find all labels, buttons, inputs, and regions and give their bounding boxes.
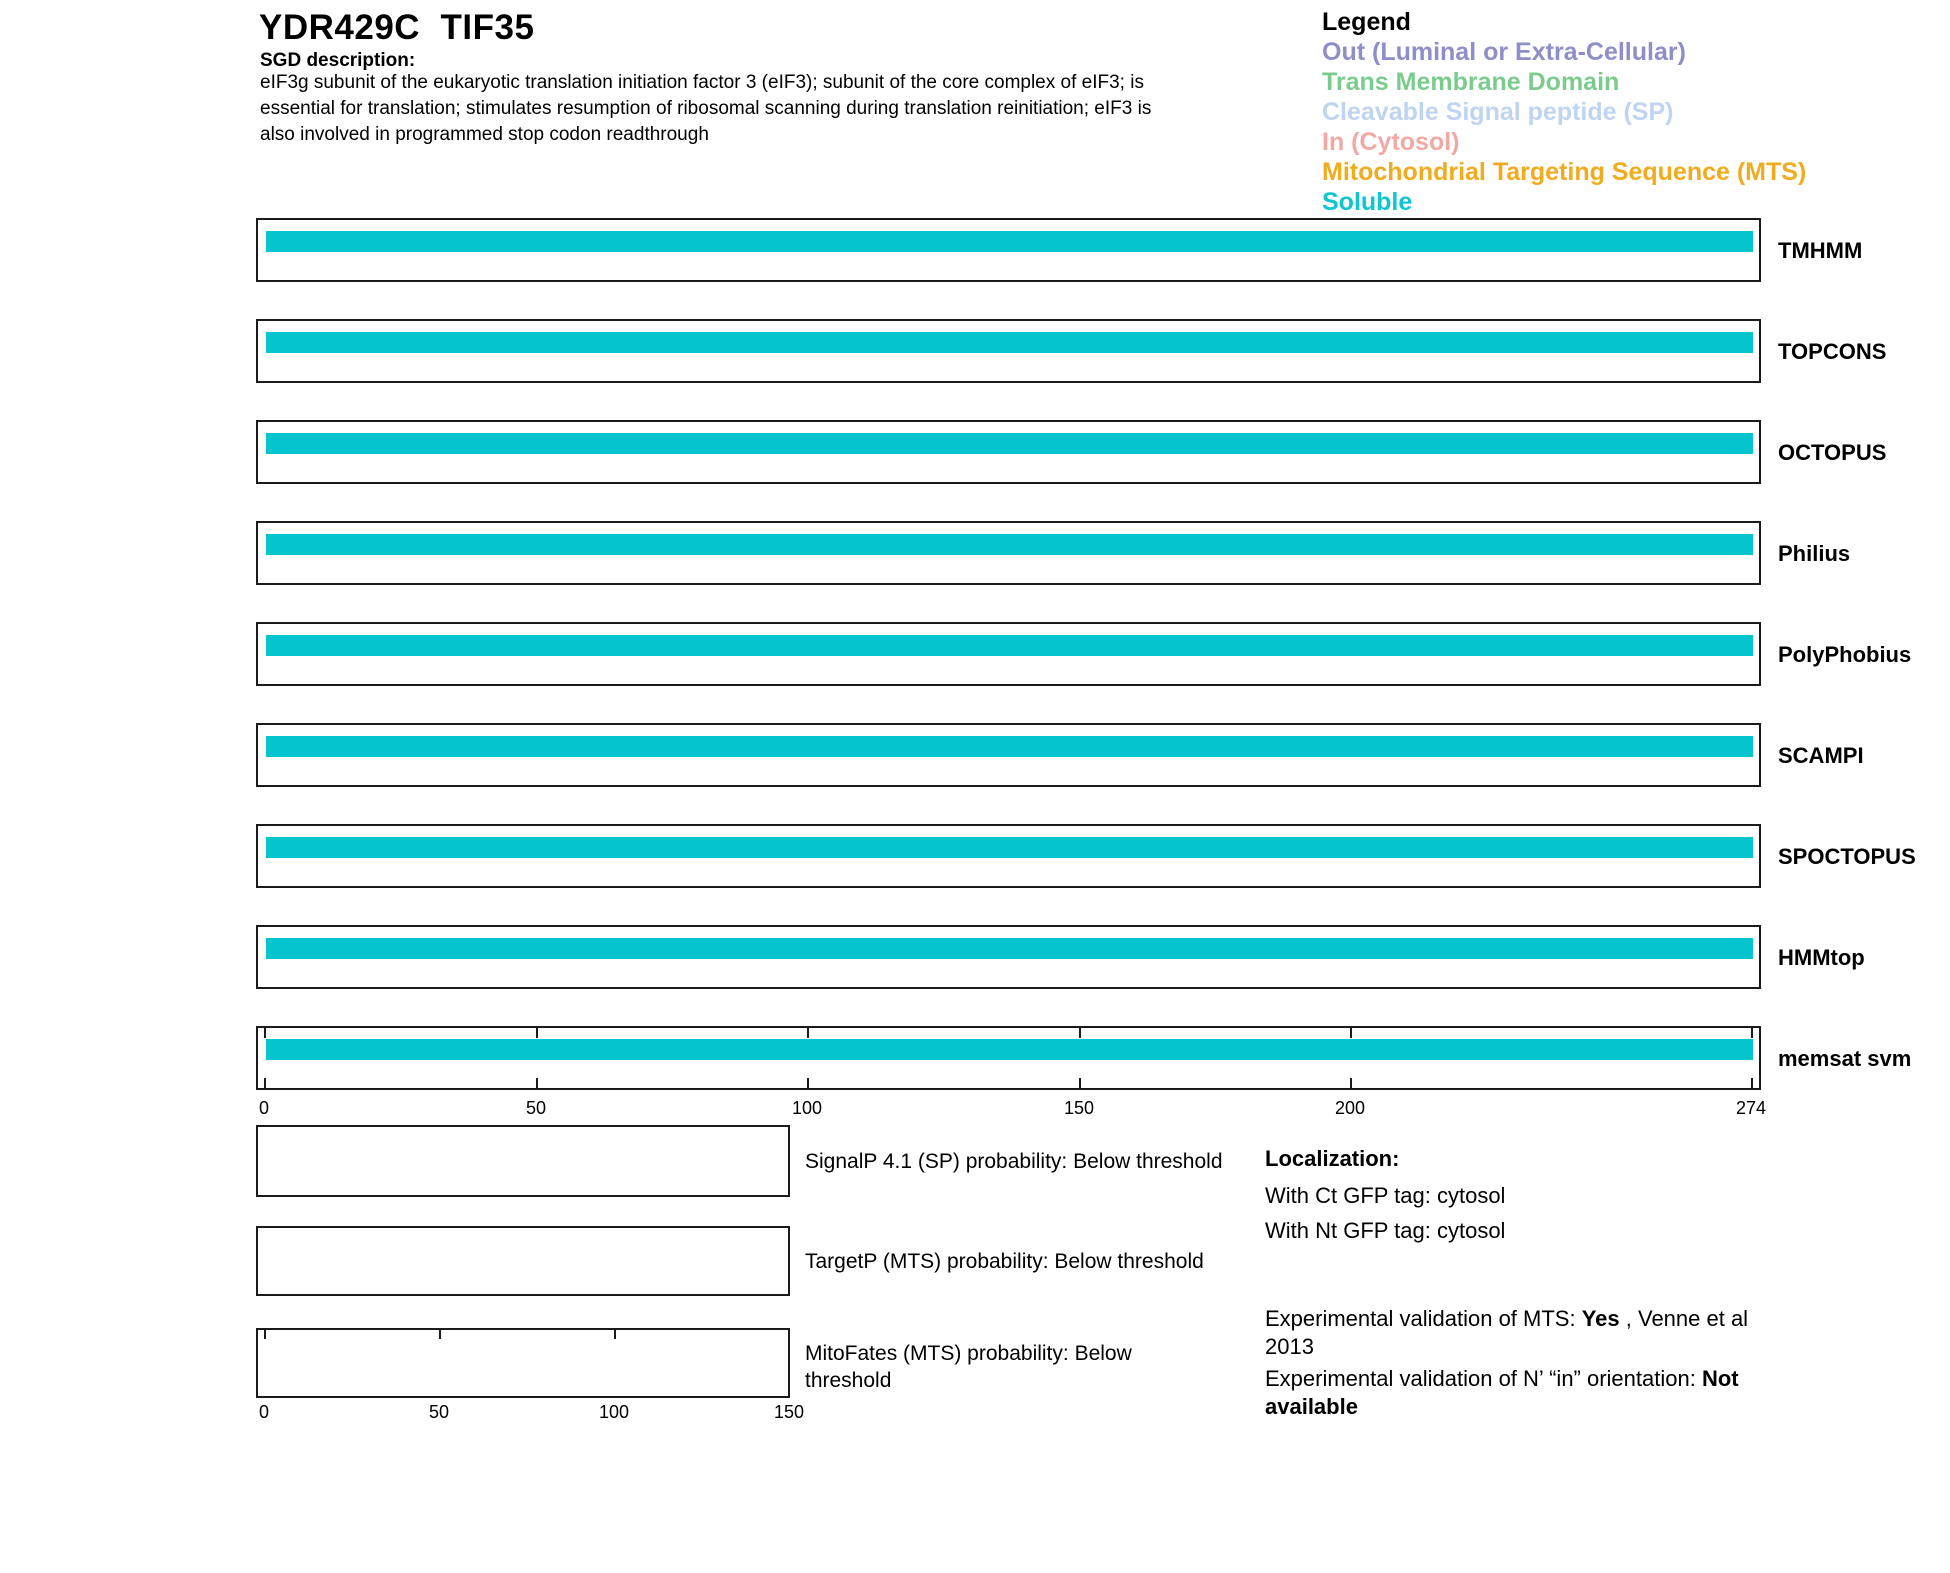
axis-tick	[1079, 1078, 1081, 1088]
axis-tick-label: 200	[1334, 1098, 1366, 1118]
axis-tick	[264, 1028, 266, 1038]
targetp-label: TargetP (MTS) probability: Below threshold	[805, 1250, 1204, 1273]
mts-validation-prefix: Experimental validation of MTS:	[1265, 1306, 1582, 1331]
mts-validation-line	[1265, 1305, 1785, 1361]
mts-validation-reference: , Venne et al 2013	[1265, 1306, 1749, 1359]
sgd-description-line: also involved in programmed stop codon readthrough	[260, 124, 709, 145]
soluble-prediction-bar	[266, 1039, 1753, 1060]
track-box-octopus	[256, 420, 1761, 484]
axis-tick	[536, 1078, 538, 1088]
legend-title: Legend	[1322, 8, 1411, 36]
mini-axis-tick-label: 0	[258, 1402, 270, 1422]
track-label-philius: Philius	[1778, 541, 1851, 566]
axis-tick	[1751, 1028, 1753, 1038]
soluble-prediction-bar	[266, 433, 1753, 454]
legend-entry-out: Out (Luminal or Extra-Cellular)	[1322, 38, 1686, 66]
axis-tick	[807, 1028, 809, 1038]
track-label-tmhmm: TMHMM	[1778, 238, 1863, 263]
axis-tick	[264, 1330, 266, 1339]
legend	[1322, 7, 1806, 217]
track-label-polyphobius: PolyPhobius	[1778, 642, 1912, 667]
page-title: YDR429C TIF35	[259, 8, 535, 47]
track-box-spoctopus	[256, 824, 1761, 888]
track-box-philius	[256, 521, 1761, 585]
mitofates-label: MitoFates (MTS) probability: Below threshold	[805, 1342, 1132, 1392]
localization-heading: Localization:	[1265, 1146, 1400, 1171]
orientation-validation-line	[1265, 1365, 1785, 1421]
track-label-topcons: TOPCONS	[1778, 339, 1887, 364]
mitofates-probability-plot	[256, 1328, 790, 1398]
track-label-octopus: OCTOPUS	[1778, 440, 1887, 465]
legend-entry-signal-peptide: Cleavable Signal peptide (SP)	[1322, 98, 1674, 126]
axis-tick-label: 150	[1063, 1098, 1095, 1118]
legend-entry-in-cytosol: In (Cytosol)	[1322, 128, 1460, 156]
track-label-scampi: SCAMPI	[1778, 743, 1864, 768]
axis-tick	[1350, 1028, 1352, 1038]
sgd-description-label: SGD description:	[260, 50, 416, 71]
track-box-topcons	[256, 319, 1761, 383]
targetp-probability-plot	[256, 1226, 790, 1296]
axis-tick	[1350, 1078, 1352, 1088]
sgd-description-line: essential for translation; stimulates resumption of ribosomal scanning during translation reinitiation; eIF3 is	[260, 98, 1152, 119]
axis-tick-label: 100	[791, 1098, 823, 1118]
axis-tick	[1751, 1078, 1753, 1088]
track-label-spoctopus: SPOCTOPUS	[1778, 844, 1916, 869]
mts-validation-value: Yes	[1581, 1306, 1620, 1331]
axis-tick-label: 274	[1735, 1098, 1767, 1118]
sgd-description-text	[260, 70, 1151, 148]
track-box-scampi	[256, 723, 1761, 787]
orientation-validation-value: Not available	[1265, 1366, 1739, 1419]
axis-tick	[264, 1078, 266, 1088]
soluble-prediction-bar	[266, 231, 1753, 252]
sgd-description-line: eIF3g subunit of the eukaryotic translation initiation factor 3 (eIF3); subunit of the core complex of eIF3; is	[260, 72, 1144, 93]
localization-nt-gfp: With Nt GFP tag: cytosol	[1265, 1218, 1506, 1243]
track-label-hmmtop: HMMtop	[1778, 945, 1865, 970]
mini-axis-tick-label: 150	[773, 1402, 805, 1422]
soluble-prediction-bar	[266, 332, 1753, 353]
soluble-prediction-bar	[266, 938, 1753, 959]
track-label-memsat-svm: memsat svm	[1778, 1046, 1912, 1071]
axis-tick-label: 50	[525, 1098, 547, 1118]
legend-entry-transmembrane: Trans Membrane Domain	[1322, 68, 1620, 96]
orientation-validation-prefix: Experimental validation of N’ “in” orientation:	[1265, 1366, 1702, 1391]
axis-tick	[536, 1028, 538, 1038]
axis-tick	[807, 1078, 809, 1088]
signalp-probability-plot	[256, 1125, 790, 1197]
axis-tick-label: 0	[258, 1098, 270, 1118]
track-box-hmmtop	[256, 925, 1761, 989]
track-box-tmhmm	[256, 218, 1761, 282]
axis-tick	[614, 1330, 616, 1339]
mini-axis-tick-label: 100	[598, 1402, 630, 1422]
axis-tick	[1079, 1028, 1081, 1038]
track-box-memsat-svm	[256, 1026, 1761, 1090]
localization-ct-gfp: With Ct GFP tag: cytosol	[1265, 1183, 1506, 1208]
legend-entry-mts: Mitochondrial Targeting Sequence (MTS)	[1322, 158, 1807, 186]
soluble-prediction-bar	[266, 837, 1753, 858]
soluble-prediction-bar	[266, 635, 1753, 656]
track-box-polyphobius	[256, 622, 1761, 686]
axis-tick	[439, 1330, 441, 1339]
signalp-label: SignalP 4.1 (SP) probability: Below threshold	[805, 1150, 1223, 1173]
soluble-prediction-bar	[266, 534, 1753, 555]
mini-axis-tick-label: 50	[428, 1402, 450, 1422]
legend-entry-soluble: Soluble	[1322, 188, 1413, 216]
soluble-prediction-bar	[266, 736, 1753, 757]
